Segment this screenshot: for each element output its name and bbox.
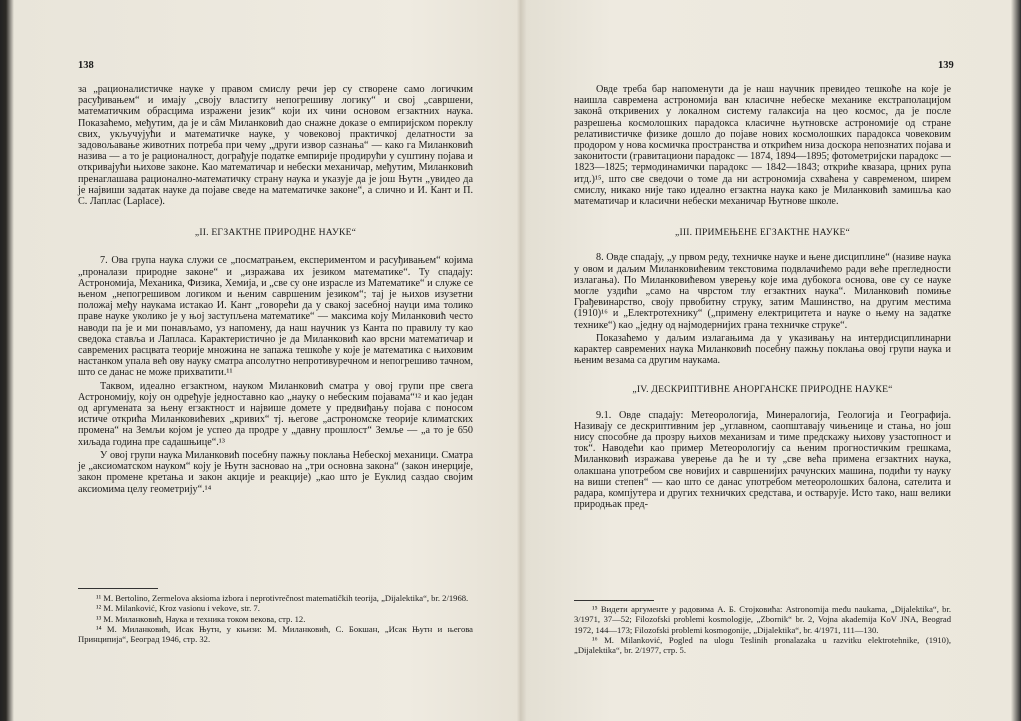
left-paragraph-takvom: Таквом, идеално егзактном, науком Миланковић сматра у овој групи пре свега Астрономију, коју он одређује једноставно као „науку о небеским појавама“¹² и као један од аргумената за њену егзактност и највише домете у предвиђању појава с поносом истиче открића Миланковићевих „кривих“ тј. његове „астрономске теорије климатских промена“ на Земљи којом је успео да продре у „давну прошлост“ Земље — „а то је 650 хиљада година пре садашњице“.¹³	[78, 380, 473, 448]
footnote-rule-right	[574, 600, 654, 601]
left-paragraph-u-ovoj: У овој групи наука Миланковић посебну пажњу поклања Небеској механици. Сматра је „аксиоматском науком“ коју је Њутн засновао на „три основна закона“ (закон инерције, закон промене кретања и закон акције и реакције) „као што је Еуклид саздао својим аксиомима целу геометрију“.¹⁴	[78, 449, 473, 495]
page-number-left: 138	[78, 60, 94, 71]
section-heading-ii: „II. ЕГЗАКТНЕ ПРИРОДНЕ НАУКЕ“	[194, 227, 357, 239]
footnote-15: ¹⁵ Видети аргументе у радовима А. Б. Стојковића: Astronomija među naukama, „Dijalektika“, br. 3/1971, 37—52; Filozofski problemi kosmologije, „Zbornik“ br. 2, Vojna akademija KoV JNA, Beograd 1972, 144—173; Filozofski problemi kosmogonije, „Dijalektika“, br. 4/1971, 111—130.	[574, 604, 951, 635]
footnote-11: ¹¹ M. Bertolino, Zermelova aksioma izbora i neprotivrečnost matematičkih teorija, „Dijalektika“, br. 2/1968.	[96, 593, 469, 603]
footnotes-left	[78, 593, 473, 644]
footnote-rule-left	[78, 588, 158, 589]
left-paragraph-intro: за „рационалистичке науке у правом смислу речи јер су створене само логичким расуђивањем“ и имају „своју властиту непогрешиву логику“ и свој „савршени, математичким обрасцима изражени језик“ који их чини основом егзактних наука. Показаћемо, међутим, да је и сâм Миланковић дао снажне доказе о емпиријском пореклу свих, укључујући и математичке науке, у човековој практичкој делатности за задовољавање животних потреба при чему „други извор сазнања“ — како га Миланковић назива — а то је рационалност, дограђује податке емпирије продирући у суштину појава и откривајући њихове законе. Као математичар и небески механичар, међутим, Миланковић пренаглашава рационално-математичку страну наука и указује да је још Њутн „увидео да је највиши задатак науке да појаве сведе на математичке законе“, а слично и И. Кант и П. С. Лаплас (Laplace).	[78, 84, 473, 208]
footnotes-right	[574, 604, 951, 655]
footnote-12: ¹² M. Milanković, Kroz vasionu i vekove, str. 7.	[96, 603, 260, 614]
section-heading-iii: „III. ПРИМЕЊЕНЕ ЕГЗАКТНЕ НАУКЕ“	[675, 227, 850, 239]
footnote-14: ¹⁴ М. Миланковић, Исак Њутн, у књизи: М. Миланковић, С. Бокшан, „Исак Њутн и његова Принципија“, Београд 1946, стр. 32.	[78, 623, 473, 645]
right-paragraph-intro: Овде треба бар напоменути да је наш научник превидео тешкоће на које је наишла савремена астрономија ван класичне небеске механике екстраполацијом законâ откривених у локалном систему галаксија на цео космос, да је после разрешења космолошких парадокса класичне њутновске астрономије од стране релативистичке физике дошло до појаве нових космолошких парадокса човековим продором у нова космичка пространства и открићем низа доскора непознатих појава и законитости (гравитациони парадокс — 1874, 1894—1895; фотометријски парадокс — 1823—1825; термодинамички парадокс — 1842—1843; откриће квазара, црних рупа итд.)¹⁵, што све сведочи о томе да ни астрономија схваћена у савременом, ширем смислу, никако није тако идеално егзактна наука како је Миланковић замишља као математичар и класични небески механичар Њутнове школе.	[574, 84, 951, 208]
right-paragraph-pokazacemo: Показаћемо у даљим излагањима да у указивању на интердисциплинарни карактер савремених наука Миланковић посебну пажњу поклања овој групи наука и њеним везама са другим наукама.	[574, 332, 951, 367]
right-paragraph-8: 8. Овде спадају, „у првом реду, техничке науке и њене дисциплине“ (називе наука у овом и даљим Миланковићевим текстовима подвлачићемо ради веће прегледности излагања). По Миланковићевом уверењу које има дубокога основа, ове су се науке могле уздићи „само на чврстом тлу егзактних наука“. Миланковић помиње Грађевинарство, своју првобитну струку, затим Машинство, на другим местима (1910)¹⁶ и „Електротехнику“ („примену електрицитета и науке о њему на задатке технике“) као „једну од најмодернијих грана техничке струке“.	[574, 252, 951, 331]
right-text-column	[574, 84, 951, 511]
footnote-13: ¹³ М. Миланковић, Наука и техника током векова, стр. 12.	[96, 613, 306, 624]
page-number-right: 139	[938, 60, 954, 71]
right-page	[522, 0, 1012, 721]
left-paragraph-7: 7. Ова група наука служи се „посматрањем, експериментом и расуђивањем“ којима „проналази природне законе“ и „изражава их језиком математике“. Ту спадају: Астрономија, Механика, Физика, Хемија, и „све су оне израсле из Математике“ и служе се њеном „непогрешивом логиком и њеним савршеним језиком“; тај је њихов изузетни положај међу наукама истакао И. Кант „говорећи да у свакој засебној науци има толико праве науке уколико је у њој заступљена математике“ — максима коју Миланковић често наводи па је и ми понављамо, уз напомену, да наш научник уз Канта по правилу ту као сведока ставља и Лапласа. Карактеристично је да Миланковић као врсни математичар и савремених расцвата теорије множина не запажа тешкоће у које је математика с њиховим настанком упала већ ову науку сматра апсолутно непротивуречном и непогрешиво тачном, што се данас не може прихватити.¹¹	[78, 255, 473, 379]
section-heading-iv: „IV. ДЕСКРИПТИВНЕ АНОРГАНСКЕ ПРИРОДНЕ НАУКЕ“	[632, 384, 893, 396]
footnote-16: ¹⁶ M. Milanković, Pogled na ulogu Teslinih pronalazaka u razvitku elektrotehnike, (1910), „Dijalektika“, br. 2/1977, стр. 5.	[574, 634, 951, 656]
left-page	[14, 0, 519, 721]
right-paragraph-9: 9.1. Овде спадају: Метеорологија, Минералогија, Геологија и Географија. Називају се дескриптивним јер „углавном, саопштавају чињенице и стања, но још нису способне да прозру њихов механизам и тиме предскажу њихову узастопност и ток“. Наводећи као пример Метеорологију са њеним прогностичким грешкама, Миланковић изражава уверење да ће и ту „све већа примена егзактних наука, олакшана употребом све новијих и савршенијих рачунских машина, подићи ту науку на виши степен“ — као што се данас употребом метеоролошких балона, сателита и радара, компјутера и других техничких средстава, и остварује. Исто тако, наш велики природњак пред-	[574, 409, 951, 511]
left-text-column	[78, 84, 473, 495]
